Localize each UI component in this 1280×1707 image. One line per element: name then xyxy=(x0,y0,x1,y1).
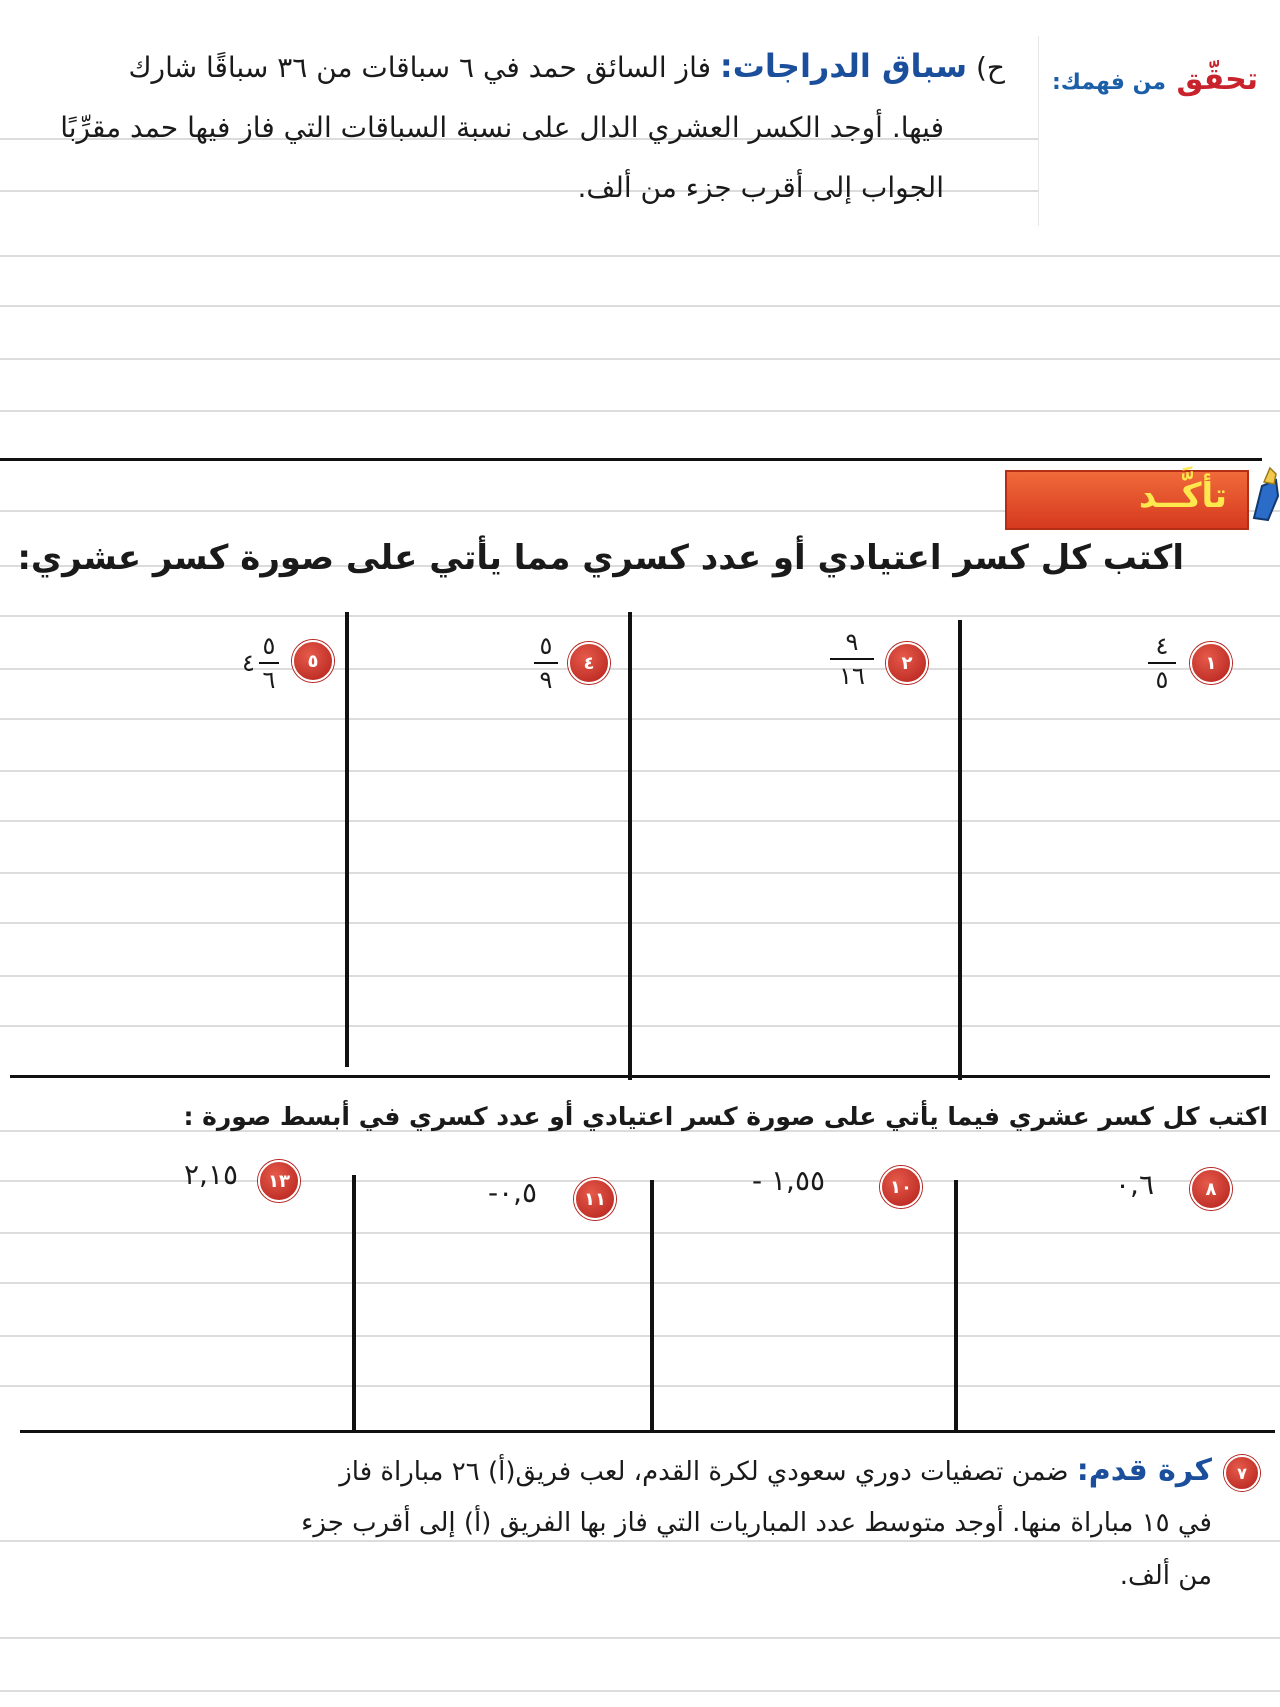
section-divider xyxy=(20,1430,1275,1433)
section-divider xyxy=(0,458,1262,461)
ruled-line xyxy=(0,820,1280,822)
item-13-value: ٢,١٥ xyxy=(184,1158,239,1191)
item-8-value: ٠,٦ xyxy=(1115,1168,1154,1201)
fraction-bar xyxy=(259,662,279,664)
ruled-line xyxy=(0,1335,1280,1337)
grid-divider xyxy=(958,620,962,1080)
grid-divider xyxy=(345,612,349,1067)
problem-7-text1: ضمن تصفيات دوري سعودي لكرة القدم، لعب فريق(أ) ٢٦ مباراة فاز xyxy=(339,1457,1069,1487)
ruled-line xyxy=(0,255,1280,257)
ruled-line xyxy=(0,615,1280,617)
item-13-badge: ١٣ xyxy=(258,1160,300,1202)
item-11-value: -٠,٥ xyxy=(488,1176,538,1209)
ruled-line xyxy=(0,1025,1280,1027)
grid-divider xyxy=(628,612,632,1080)
ruled-line xyxy=(0,410,1280,412)
item-5-denominator: ٦ xyxy=(262,666,276,694)
ruled-line xyxy=(0,770,1280,772)
grid-divider xyxy=(650,1180,654,1432)
item-10-value: - ١,٥٥ xyxy=(752,1164,826,1197)
problem-h-text1: فاز السائق حمد في ٦ سباقات من ٣٦ سباقًا شارك xyxy=(128,51,711,84)
item-4-numerator: ٥ xyxy=(539,632,553,660)
problem-7-title: كرة قدم: xyxy=(1076,1453,1212,1488)
item-2-numerator: ٩ xyxy=(845,628,859,656)
ruled-line xyxy=(0,1690,1280,1692)
problem-7-line3: من ألف. xyxy=(1119,1561,1212,1591)
item-5-numerator: ٥ xyxy=(262,632,276,660)
problem-7-badge: ٧ xyxy=(1224,1455,1260,1491)
item-2-badge: ٢ xyxy=(886,642,928,684)
ruled-line xyxy=(0,305,1280,307)
item-4-denominator: ٩ xyxy=(539,666,553,694)
problem-h-title: سباق الدراجات: xyxy=(719,47,968,85)
item-2-fraction xyxy=(830,628,874,690)
fraction-bar xyxy=(1148,662,1176,664)
problem-7-line2: في ١٥ مباراة منها. أوجد متوسط عدد المباريات التي فاز بها الفريق (أ) إلى أقرب جزء xyxy=(301,1508,1212,1538)
item-1-fraction xyxy=(1148,632,1176,694)
item-10-badge: ١٠ xyxy=(880,1166,922,1208)
ruled-line xyxy=(0,1637,1280,1639)
item-1-badge: ١ xyxy=(1190,642,1232,684)
check-understanding-title: تحقّق من فهمك: xyxy=(1051,62,1258,97)
ruled-line xyxy=(0,1232,1280,1234)
item-1-denominator: ٥ xyxy=(1155,666,1169,694)
item-4-badge: ٤ xyxy=(568,642,610,684)
item-8-badge: ٨ xyxy=(1190,1168,1232,1210)
section1-heading: اكتب كل كسر اعتيادي أو عدد كسري مما يأتي على صورة كسر عشري: xyxy=(17,538,1184,578)
ruled-line xyxy=(0,668,1280,670)
item-1-numerator: ٤ xyxy=(1155,632,1169,660)
ruled-line xyxy=(0,872,1280,874)
item-4-fraction xyxy=(534,632,558,694)
ruled-line xyxy=(0,975,1280,977)
item-11-badge: ١١ xyxy=(574,1178,616,1220)
item-5-badge: ٥ xyxy=(292,640,334,682)
section-divider xyxy=(10,1075,1270,1078)
fraction-bar xyxy=(534,662,558,664)
ruled-line xyxy=(0,1385,1280,1387)
section2-heading: اكتب كل كسر عشري فيما يأتي على صورة كسر اعتيادي أو عدد كسري في أبسط صورة : xyxy=(183,1102,1268,1131)
confirm-banner-text: تأكَّــد xyxy=(1138,476,1227,516)
problem-h-line1 xyxy=(128,38,1005,96)
ruled-line xyxy=(0,718,1280,720)
item-5-mixed-number xyxy=(242,632,279,694)
fraction-bar xyxy=(830,658,874,660)
ruled-line xyxy=(0,358,1280,360)
pencil-hand-icon xyxy=(1250,466,1280,526)
ruled-line xyxy=(0,922,1280,924)
confirm-banner xyxy=(1005,470,1249,530)
problem-h-line3: الجواب إلى أقرب جزء من ألف. xyxy=(577,171,944,204)
ruled-line xyxy=(0,1282,1280,1284)
item-5-whole: ٤ xyxy=(242,649,255,677)
problem-7-line1 xyxy=(339,1443,1212,1500)
problem-h-label: ح) xyxy=(976,51,1005,84)
grid-divider xyxy=(954,1180,958,1432)
check-understanding-subtitle: من فهمك: xyxy=(1051,70,1167,95)
item-5-fraction xyxy=(259,632,279,694)
problem-h-line2: فيها. أوجد الكسر العشري الدال على نسبة السباقات التي فاز فيها حمد مقرِّبًا xyxy=(60,111,944,144)
item-2-denominator: ١٦ xyxy=(839,662,865,690)
grid-divider xyxy=(352,1175,356,1432)
